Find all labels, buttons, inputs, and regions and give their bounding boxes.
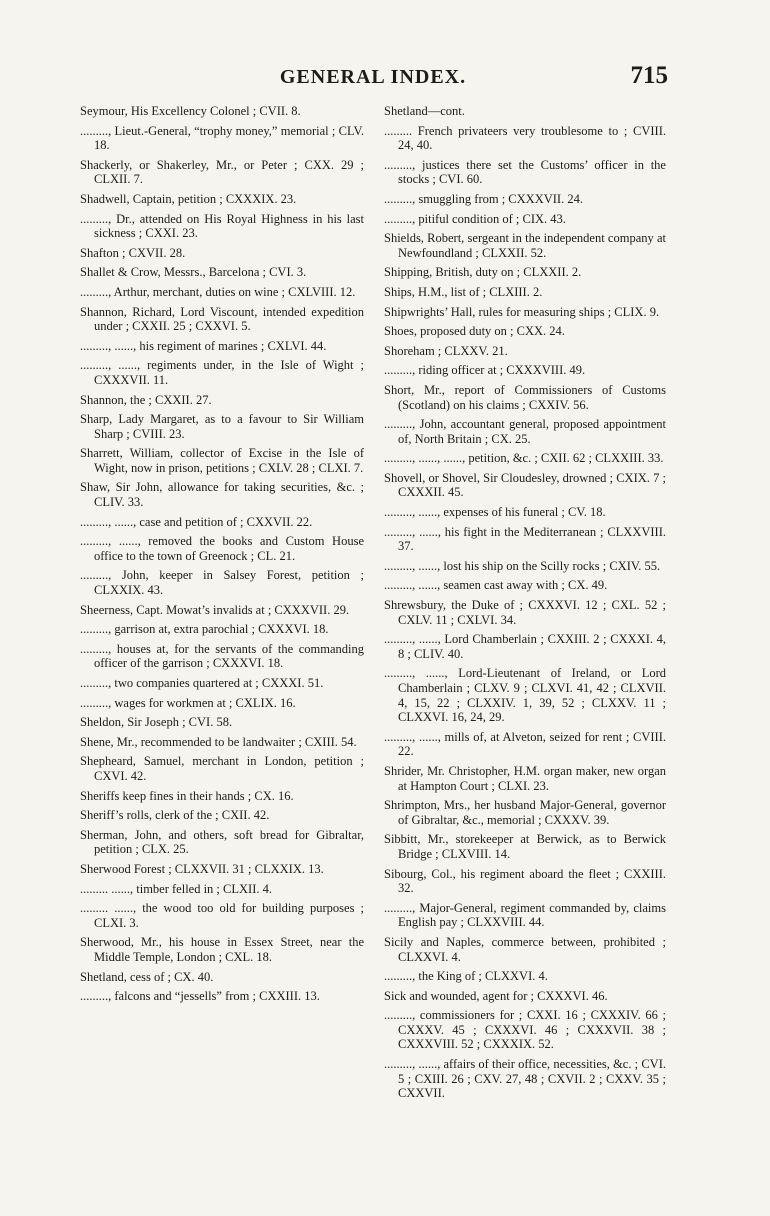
index-entry: Shrider, Mr. Christopher, H.M. organ maker, new organ at Hampton Court ; CLXI. 23. <box>384 763 666 793</box>
page-number: 715 <box>630 62 668 89</box>
index-entry: Sick and wounded, agent for ; CXXXVI. 46. <box>384 988 608 1003</box>
left-index-column <box>80 104 364 1009</box>
index-entry: ........., ......, Lord Chamberlain ; CXXIII. 2 ; CXXXI. 4, 8 ; CLIV. 40. <box>384 632 666 661</box>
index-entry: ........., the King of ; CLXXVI. 4. <box>384 969 548 984</box>
index-entry: ........., John, accountant general, proposed appointment of, North Britain ; CX. 25. <box>384 417 666 446</box>
index-entry: Sherman, John, and others, soft bread for Gibraltar, petition ; CLX. 25. <box>80 827 364 857</box>
index-entry: Shoreham ; CLXXV. 21. <box>384 343 508 358</box>
index-entry: Sheriff’s rolls, clerk of the ; CXII. 42. <box>80 808 270 823</box>
page-header <box>78 62 668 92</box>
index-entry: Sharrett, William, collector of Excise in the Isle of Wight, now in prison, petitions ; CXLV. 28 ; CLXI. 7. <box>80 446 364 475</box>
index-entry: ......... ......, timber felled in ; CLXII. 4. <box>80 881 272 896</box>
index-entry: ........., Lieut.-General, “trophy money,” memorial ; CLV. 18. <box>80 123 364 153</box>
index-entry: ........., Arthur, merchant, duties on wine ; CXLVIII. 12. <box>80 284 356 299</box>
index-entry: ......... French privateers very troublesome to ; CVIII. 24, 40. <box>384 123 666 153</box>
index-entry: Shackerly, or Shakerley, Mr., or Peter ; CXX. 29 ; CLXII. 7. <box>80 157 364 187</box>
index-entry: Shetland—cont. <box>384 104 465 118</box>
index-entry: Sherwood Forest ; CLXXVII. 31 ; CLXXIX. 13. <box>80 861 324 876</box>
index-entry: Sheriffs keep fines in their hands ; CX. 16. <box>80 788 294 803</box>
index-entry: ........., ......, affairs of their office, necessities, &c. ; CVI. 5 ; CXIII. 26 ; CXV. 27, 48 ; CXVII. 2 ; CXXV. 35 ; CXXVII. <box>384 1057 666 1101</box>
index-entry: ........., falcons and “jessells” from ; CXXIII. 13. <box>80 989 320 1004</box>
index-entry: Shipwrights’ Hall, rules for measuring ships ; CLIX. 9. <box>384 304 660 319</box>
index-entry: ........., garrison at, extra parochial ; CXXXVI. 18. <box>80 622 329 637</box>
index-entry: Ships, H.M., list of ; CLXIII. 2. <box>384 284 543 299</box>
index-entry: Shadwell, Captain, petition ; CXXXIX. 23. <box>80 191 297 206</box>
index-entry: Shipping, British, duty on ; CLXXII. 2. <box>384 265 582 280</box>
index-entry: ........., ......, his fight in the Mediterranean ; CLXXVIII. 37. <box>384 524 666 554</box>
index-entry: Sibourg, Col., his regiment aboard the fleet ; CXXIII. 32. <box>384 866 666 896</box>
index-entry: Sheerness, Capt. Mowat’s invalids at ; CXXXVII. 29. <box>80 602 350 617</box>
index-entry: Shepheard, Samuel, merchant in London, petition ; CXVI. 42. <box>80 754 364 783</box>
index-entry: Shannon, Richard, Lord Viscount, intended expedition under ; CXXII. 25 ; CXXVI. 5. <box>80 304 364 334</box>
index-entry: Shetland, cess of ; CX. 40. <box>80 969 214 984</box>
index-entry: ........., pitiful condition of ; CIX. 43. <box>384 211 566 226</box>
index-entry: ........., Dr., attended on His Royal Highness in his last sickness ; CXXI. 23. <box>80 211 364 241</box>
index-entry: ......... ......, the wood too old for building purposes ; CLXI. 3. <box>80 901 364 930</box>
index-entry: Shovell, or Shovel, Sir Cloudesley, drowned ; CXIX. 7 ; CXXXII. 45. <box>384 470 666 500</box>
index-entry: Shrimpton, Mrs., her husband Major-General, governor of Gibraltar, &c., memorial ; CXXXV. 39. <box>384 798 666 827</box>
index-entry: ........., ......, ......, petition, &c. ; CXII. 62 ; CLXXIII. 33. <box>384 451 664 466</box>
index-entry: Short, Mr., report of Commissioners of Customs (Scotland) on his claims ; CXXIV. 56. <box>384 382 666 412</box>
index-entry: ........., Major-General, regiment commanded by, claims English pay ; CLXXVIII. 44. <box>384 900 666 930</box>
index-entry: ........., houses at, for the servants of the commanding officer of the garrison ; CXXXVI. 18. <box>80 641 364 671</box>
index-entry: ........., ......, removed the books and Custom House office to the town of Greenock ; CL. 21. <box>80 534 364 563</box>
index-entry: ........., smuggling from ; CXXXVII. 24. <box>384 191 583 206</box>
index-entry: ........., two companies quartered at ; CXXXI. 51. <box>80 676 324 690</box>
index-entry: ........., ......, mills of, at Alveton, seized for rent ; CVIII. 22. <box>384 729 666 759</box>
index-entry: Shaw, Sir John, allowance for taking securities, &c. ; CLIV. 33. <box>80 480 364 510</box>
index-entry: ........., ......, expenses of his funeral ; CV. 18. <box>384 505 606 520</box>
index-entry: ........., ......, regiments under, in the Isle of Wight ; CXXXVII. 11. <box>80 358 364 387</box>
index-entry: ........., justices there set the Customs’ officer in the stocks ; CVI. 60. <box>384 157 666 187</box>
index-entry: ........., ......, case and petition of ; CXXVII. 22. <box>80 514 313 529</box>
index-entry: ........., ......, lost his ship on the Scilly rocks ; CXIV. 55. <box>384 558 661 573</box>
index-entry: Shafton ; CXVII. 28. <box>80 245 186 260</box>
index-entry: ........., ......, seamen cast away with ; CX. 49. <box>384 578 608 593</box>
index-entry: Seymour, His Excellency Colonel ; CVII. 8. <box>80 104 301 118</box>
index-entry: ........., riding officer at ; CXXXVIII. 49. <box>384 363 586 378</box>
index-entry: ........., John, keeper in Salsey Forest, petition ; CLXXIX. 43. <box>80 568 364 598</box>
index-entry: ........., commissioners for ; CXXI. 16 ; CXXXIV. 66 ; CXXXV. 45 ; CXXXVI. 46 ; CXXXVII. 38 ; CXXXVIII. 52 ; CXXXIX. 52. <box>384 1008 666 1052</box>
index-entry: Shallet & Crow, Messrs., Barcelona ; CVI. 3. <box>80 265 307 280</box>
index-entry: Sharp, Lady Margaret, as to a favour to Sir William Sharp ; CVIII. 23. <box>80 412 364 441</box>
index-entry: Shannon, the ; CXXII. 27. <box>80 392 212 407</box>
page-title: GENERAL INDEX. <box>279 66 467 88</box>
index-entry: Shields, Robert, sergeant in the independent company at Newfoundland ; CLXXII. 52. <box>384 231 666 260</box>
right-index-column <box>384 104 666 1106</box>
index-entry: Sicily and Naples, commerce between, prohibited ; CLXXVI. 4. <box>384 934 666 964</box>
index-entry: Sibbitt, Mr., storekeeper at Berwick, as to Berwick Bridge ; CLXVIII. 14. <box>384 832 666 861</box>
index-entry: ........., wages for workmen at ; CXLIX. 16. <box>80 695 296 710</box>
index-entry: Shrewsbury, the Duke of ; CXXXVI. 12 ; CXL. 52 ; CXLV. 11 ; CXLVI. 34. <box>384 598 666 627</box>
index-entry: Sherwood, Mr., his house in Essex Street, near the Middle Temple, London ; CXL. 18. <box>80 935 364 964</box>
index-entry: Sheldon, Sir Joseph ; CVI. 58. <box>80 715 233 730</box>
index-entry: ........., ......, his regiment of marines ; CXLVI. 44. <box>80 338 327 353</box>
index-entry: Shoes, proposed duty on ; CXX. 24. <box>384 324 565 339</box>
index-entry: ........., ......, Lord-Lieutenant of Ireland, or Lord Chamberlain ; CLXV. 9 ; CLXVI. 41, 42 ; CLXVII. 4, 15, 22 ; CLXXIV. 1, 39, 52 ; CLXXV. 11 ; CLXXVI. 16, 24, 29. <box>384 666 666 725</box>
index-entry: Shene, Mr., recommended to be landwaiter ; CXIII. 54. <box>80 734 357 749</box>
